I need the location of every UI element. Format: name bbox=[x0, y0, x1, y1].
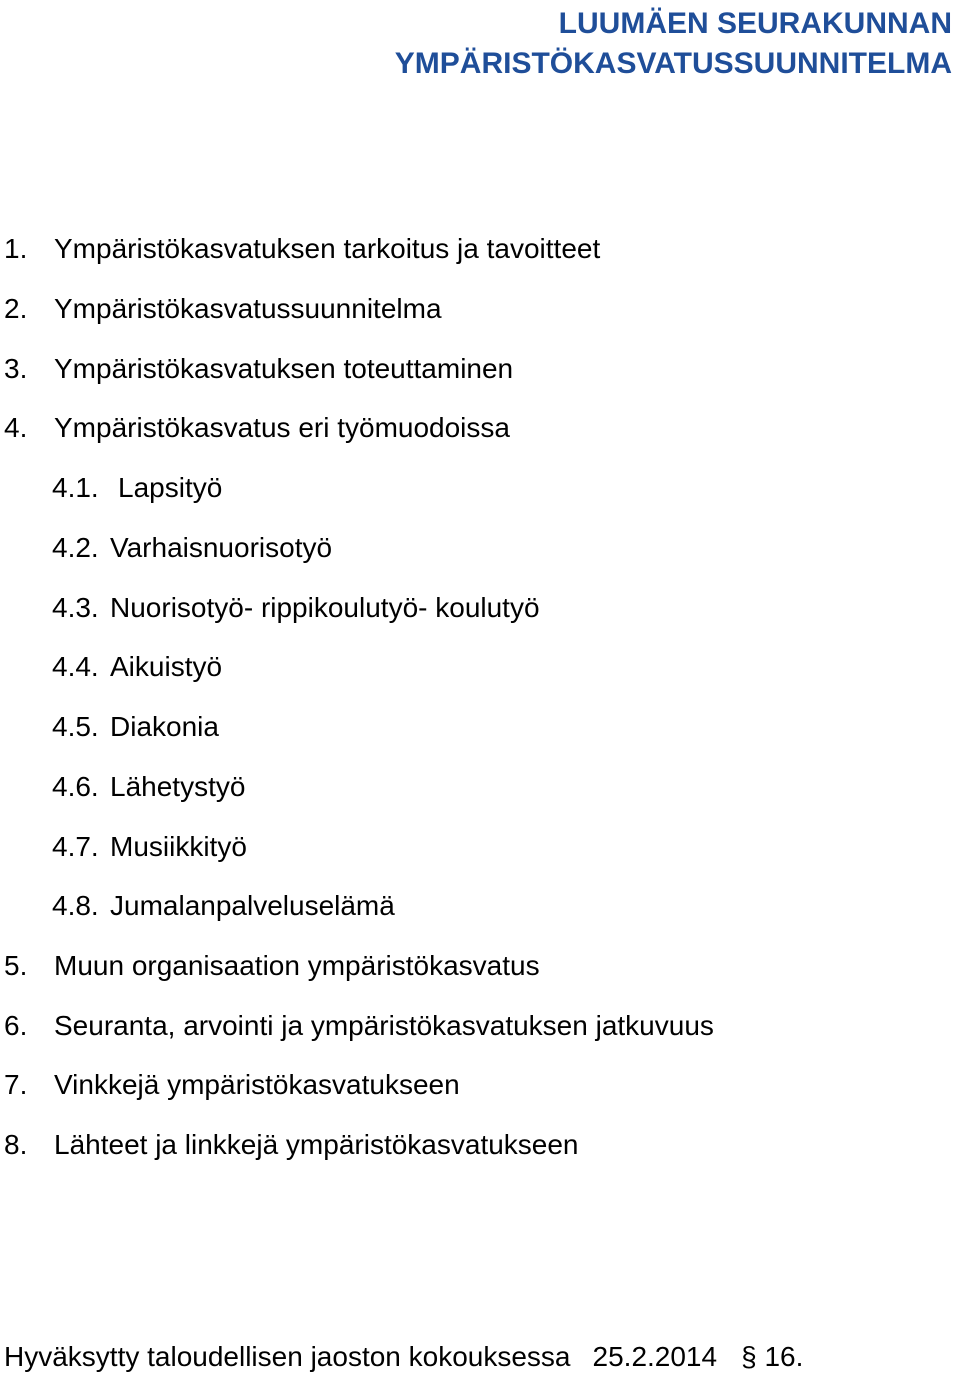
toc-text: Aikuistyö bbox=[110, 651, 223, 682]
toc-number: 2. bbox=[4, 293, 28, 324]
toc-text: Ympäristökasvatuksen toteuttaminen bbox=[54, 353, 514, 384]
toc-text: Diakonia bbox=[110, 711, 219, 742]
toc-number: 1. bbox=[4, 233, 28, 264]
toc-text: Nuorisotyö- rippikoulutyö- koulutyö bbox=[110, 592, 540, 623]
toc-item-4-3 bbox=[52, 591, 540, 625]
toc-text: Ympäristökasvatus eri työmuodoissa bbox=[54, 412, 510, 443]
toc-number: 4.1. bbox=[52, 472, 99, 503]
toc-item-4-6 bbox=[52, 770, 245, 804]
toc-item-3 bbox=[4, 352, 513, 386]
toc-item-4 bbox=[4, 411, 510, 445]
toc-item-4-2 bbox=[52, 531, 332, 565]
toc-number: 4. bbox=[4, 412, 28, 443]
toc-text: Muun organisaation ympäristökasvatus bbox=[54, 950, 540, 981]
toc-number: 6. bbox=[4, 1010, 28, 1041]
title-line-2: YMPÄRISTÖKASVATUSSUUNNITELMA bbox=[394, 47, 952, 80]
approval-date: 25.2.2014 bbox=[592, 1341, 718, 1372]
toc-number: 7. bbox=[4, 1069, 28, 1100]
toc-text: Seuranta, arvointi ja ympäristökasvatuksen jatkuvuus bbox=[54, 1010, 714, 1041]
toc-item-8 bbox=[4, 1128, 579, 1162]
toc-item-7 bbox=[4, 1068, 460, 1102]
toc-text: Lähteet ja linkkejä ympäristökasvatukseen bbox=[54, 1129, 579, 1160]
toc-number: 3. bbox=[4, 353, 28, 384]
title-line-1: LUUMÄEN SEURAKUNNAN bbox=[558, 7, 952, 40]
toc-text: Musiikkityö bbox=[110, 831, 247, 862]
document-title bbox=[0, 4, 952, 84]
toc-item-4-8 bbox=[52, 889, 395, 923]
approval-section: § 16. bbox=[741, 1341, 804, 1372]
toc-text: Lapsityö bbox=[118, 472, 223, 503]
toc-number: 4.5. bbox=[52, 711, 99, 742]
toc-number: 4.7. bbox=[52, 831, 99, 862]
toc-number: 5. bbox=[4, 950, 28, 981]
toc-text: Varhaisnuorisotyö bbox=[110, 532, 333, 563]
toc-text: Ympäristökasvatuksen tarkoitus ja tavoitteet bbox=[54, 233, 601, 264]
toc-text: Lähetystyö bbox=[110, 771, 246, 802]
toc-number: 4.2. bbox=[52, 532, 99, 563]
toc-item-5 bbox=[4, 949, 540, 983]
toc-number: 4.6. bbox=[52, 771, 99, 802]
toc-number: 4.8. bbox=[52, 890, 99, 921]
toc-item-1 bbox=[4, 232, 600, 266]
toc-text: Jumalanpalveluselämä bbox=[110, 890, 395, 921]
toc-item-6 bbox=[4, 1009, 714, 1043]
toc-text: Vinkkejä ympäristökasvatukseen bbox=[54, 1069, 460, 1100]
toc-item-4-4 bbox=[52, 650, 222, 684]
toc-number: 4.3. bbox=[52, 592, 99, 623]
toc-text: Ympäristökasvatussuunnitelma bbox=[54, 293, 442, 324]
toc-item-2 bbox=[4, 292, 442, 326]
approval-note bbox=[4, 1340, 803, 1374]
toc-number: 8. bbox=[4, 1129, 28, 1160]
toc-number: 4.4. bbox=[52, 651, 99, 682]
toc-item-4-7 bbox=[52, 830, 247, 864]
toc-item-4-5 bbox=[52, 710, 219, 744]
toc-item-4-1 bbox=[52, 471, 222, 505]
approval-text: Hyväksytty taloudellisen jaoston kokouksessa bbox=[4, 1341, 571, 1372]
